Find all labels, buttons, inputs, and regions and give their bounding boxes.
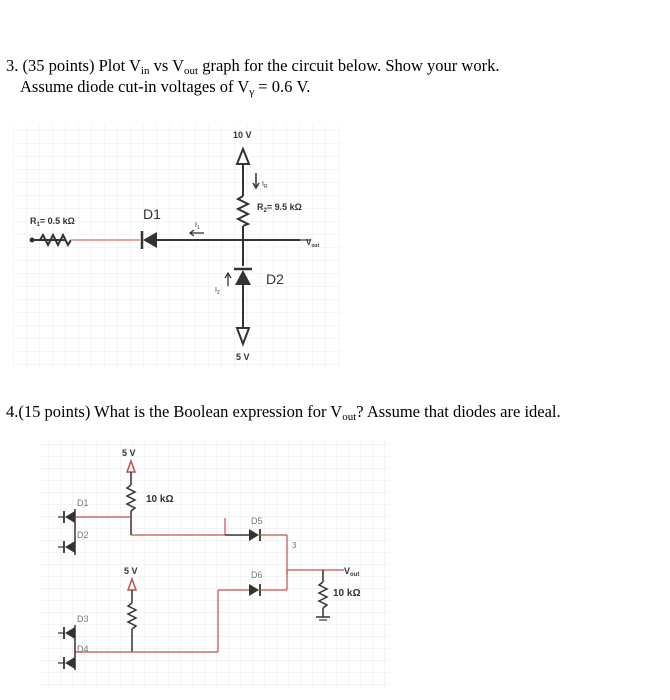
question-3-line-2: Assume diode cut-in voltages of $V_\gamma = 0.6$ V. [20, 77, 311, 98]
c2-r-top-label: 10 kΩ [146, 494, 174, 505]
c2-vout-label: $V_{out}$ [344, 566, 360, 578]
c2-d4-label: D4 [77, 644, 89, 654]
c2-d1-label: D1 [77, 498, 89, 508]
question-3-line-1: 3. (35 points) Plot $V_{in}$ vs $V_{out}$ graph for the circuit below. Show your work. [6, 56, 500, 77]
c1-ir-label: $I_R$ [262, 181, 268, 190]
c2-supply-mid-label: 5 V [124, 566, 138, 576]
c2-d3-label: D3 [77, 614, 89, 624]
c1-i2-label: $I_2$ [215, 287, 220, 296]
c1-d2-label: D2 [266, 271, 284, 287]
c2-d6-label: D6 [251, 570, 263, 580]
c1-supply-top-label: 10 V [233, 130, 252, 140]
c1-supply-bottom-label: 5 V [236, 352, 250, 362]
circuit-2 [40, 440, 390, 690]
c1-d1-label: D1 [143, 206, 161, 222]
c2-node-label: 3 [292, 541, 297, 550]
c1-r1-label: $R_1= 0.5$ kΩ [30, 216, 75, 228]
c1-vout-label: $V_{out}$ [306, 238, 320, 249]
c2-d2-label: D2 [77, 530, 89, 540]
circuit-1 [13, 124, 341, 368]
circuit-1-grid [13, 124, 341, 368]
c1-vin-terminal [30, 238, 35, 243]
c2-r-out-label: 10 kΩ [333, 588, 361, 599]
c1-r2-label: $R_2= 9.5$ kΩ [257, 202, 302, 214]
c2-d5-label: D5 [251, 516, 263, 526]
c1-i1-label: $I_1$ [195, 222, 200, 231]
question-4-text: 4.(15 points) What is the Boolean expression for $V_{out}$? Assume that diodes are ideal. [6, 402, 561, 423]
c2-supply-top-label: 5 V [122, 448, 136, 458]
